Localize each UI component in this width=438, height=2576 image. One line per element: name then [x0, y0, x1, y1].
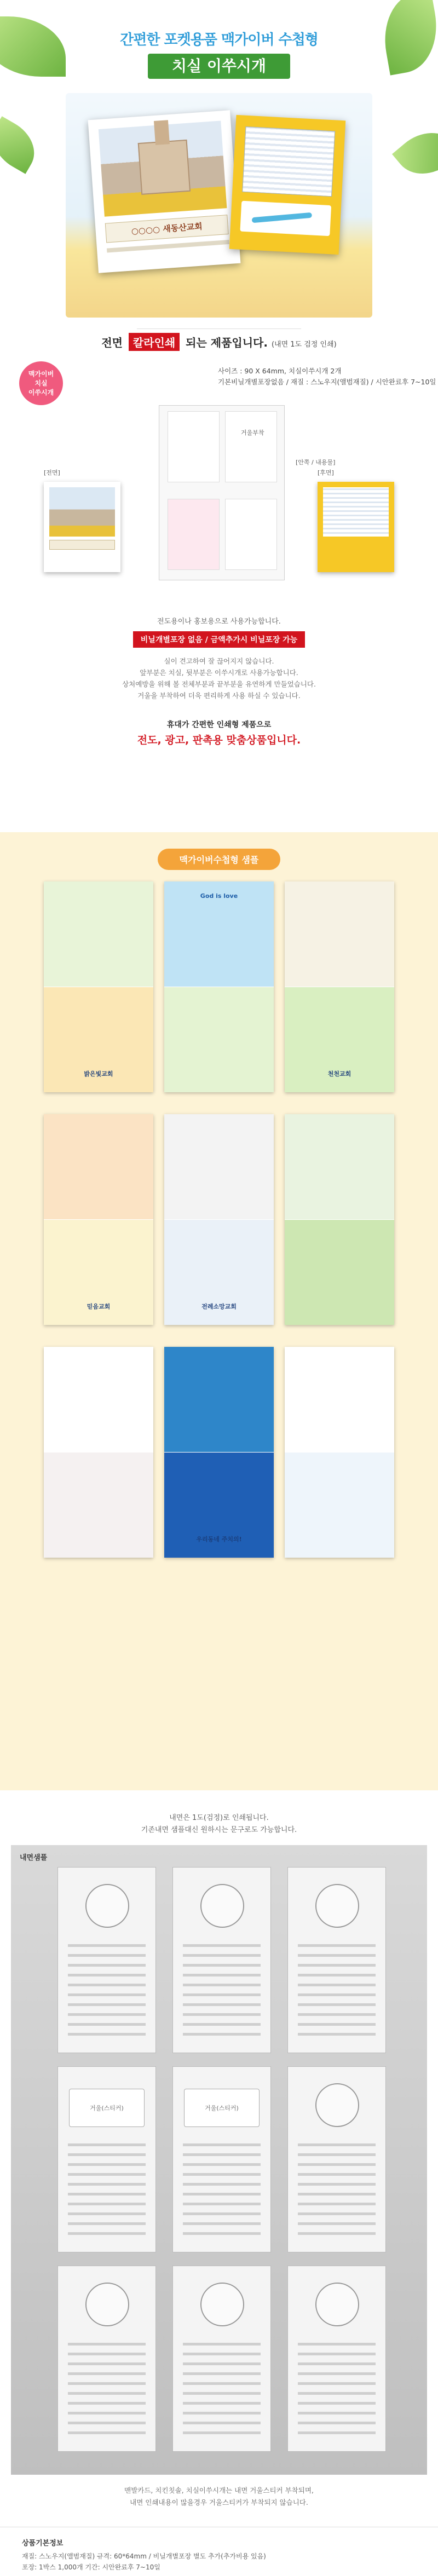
sample-front [164, 881, 274, 987]
illustration-icon [315, 2283, 359, 2326]
text-line [183, 1984, 261, 1986]
text-line [298, 2183, 376, 2186]
inner-sample-card [287, 2066, 386, 2252]
text-line [298, 2382, 376, 2385]
church-photo [99, 120, 227, 216]
mini-card-back [318, 482, 394, 572]
text-line [298, 2193, 376, 2195]
text-line [68, 2431, 146, 2434]
text-line [183, 2402, 261, 2405]
text-line [298, 2402, 376, 2405]
text-line [298, 2372, 376, 2375]
text-line [298, 2212, 376, 2215]
text-line [298, 1984, 376, 1986]
sample-front [285, 1114, 394, 1219]
desc-line: 상처예방을 위해 볼 전체부분과 끝부분을 유연하게 만들었습니다. [122, 680, 316, 688]
feature-text [0, 616, 438, 747]
text-line [183, 2232, 261, 2235]
text-line [298, 1993, 376, 1996]
mini-card-front [44, 482, 120, 572]
packaging-pill: 비닐개별포장 없음 / 금액추가시 비닐포장 가능 [133, 631, 305, 648]
front-label: 전면 [101, 336, 123, 349]
text-line [298, 2422, 376, 2424]
text-line [68, 2193, 146, 2195]
church-name-plate [49, 540, 115, 550]
hero-section [0, 0, 438, 832]
text-line [68, 1984, 146, 1986]
sample-back [285, 987, 394, 1092]
sample-back [44, 987, 153, 1092]
text-line [298, 2023, 376, 2026]
text-line [298, 2232, 376, 2235]
sample-back [285, 1220, 394, 1325]
product-info-title: 상품기본정보 [22, 2539, 64, 2548]
circle-line: 이쑤시개 [28, 389, 54, 396]
inner-samples-grid [57, 1867, 386, 2452]
inner-sample-card [57, 2066, 156, 2252]
text-line [68, 2353, 146, 2355]
sample-caption: 천천교회 [327, 1070, 351, 1077]
sample-card [285, 1347, 394, 1558]
sample-caption: God is love [200, 892, 238, 900]
text-line [68, 2232, 146, 2235]
text-line [183, 2422, 261, 2424]
page-title: 간편한 포켓용품 맥가이버 수첩형 [120, 32, 318, 48]
church-name-plate: ○○○○ 새동산교회 [105, 215, 229, 243]
desc-line: 앞부분은 치실, 뒷부분은 이쑤시개로 사용가능합니다. [140, 669, 298, 677]
text-line [183, 2143, 261, 2146]
illustration-icon [200, 2283, 244, 2326]
circle-line: 맥가이버 [28, 370, 54, 378]
desc-line: 거울을 부착하여 더욱 편리하게 사용 하실 수 있습니다. [137, 691, 301, 700]
inner-footer [0, 2485, 438, 2509]
sample-caption: 믿음교회 [87, 1303, 111, 1310]
text-line [183, 1974, 261, 1976]
sample-card [285, 1114, 394, 1325]
text-line [298, 2362, 376, 2365]
inside-label: [안쪽 / 내용물] [296, 459, 336, 466]
text-line [68, 1974, 146, 1976]
leaf-decoration [0, 116, 44, 174]
text-line [183, 1964, 261, 1967]
text-line [68, 1964, 146, 1967]
text-line [68, 2212, 146, 2215]
text-line [68, 2163, 146, 2166]
text-line [68, 2343, 146, 2346]
sample-back [164, 1453, 274, 1558]
product-circle-badge [19, 361, 63, 405]
text-line [68, 2222, 146, 2225]
text-line [183, 1954, 261, 1957]
sample-card [164, 881, 274, 1092]
product-card-back [229, 115, 346, 255]
text-line [298, 2003, 376, 2006]
inner-section [0, 1790, 438, 2527]
text-line [298, 1944, 376, 1947]
sample-card [164, 1347, 274, 1558]
sample-card [44, 1347, 153, 1558]
samples-grid [44, 881, 394, 1558]
sample-front [44, 1347, 153, 1452]
intro-line: 기존내면 샘플대신 원하시는 문구로도 가능합니다. [141, 1826, 297, 1834]
text-line [68, 1944, 146, 1947]
sticker-label: 거울부착 [241, 429, 264, 436]
spec-material: 기본비닐개별포장없음 / 재질 : 스노우지(앨범재질) / 시안완료후 7~10일 [218, 378, 436, 386]
text-line [298, 2163, 376, 2166]
text-line [68, 2412, 146, 2414]
text-line [68, 1993, 146, 1996]
opened-packet [159, 405, 285, 580]
text-line [68, 2023, 146, 2026]
text-line [183, 2173, 261, 2176]
product-card-front [88, 110, 241, 273]
inner-page [168, 411, 220, 482]
text-line [298, 1964, 376, 1967]
text-line [183, 2033, 261, 2036]
calendar-grid [242, 126, 335, 197]
text-line [68, 2033, 146, 2036]
product-info-line: 포장: 1박스 1,000개 기간: 시안완료후 7~10일 [22, 2563, 160, 2571]
illustration-icon [200, 1884, 244, 1928]
text-line [183, 2003, 261, 2006]
inner-samples-label: 내면샘플 [20, 1854, 48, 1862]
text-line [68, 2003, 146, 2006]
inner-intro [0, 1812, 438, 1836]
text-line [183, 2382, 261, 2385]
text-line [68, 2382, 146, 2385]
inner-samples-panel [11, 1845, 427, 2475]
sample-front [285, 1347, 394, 1452]
intro-line: 내면은 1도(검정)로 인쇄됩니다. [169, 1814, 269, 1822]
text-line [298, 2033, 376, 2036]
front-label: [전면] [44, 469, 60, 476]
text-line [68, 2372, 146, 2375]
text-line [68, 2013, 146, 2016]
sample-back [164, 987, 274, 1092]
product-diagram [33, 405, 405, 608]
footer-line: 내면 인쇄내용이 많을경우 거울스티커가 부착되지 않습니다. [130, 2498, 308, 2506]
inner-sample-card [172, 1867, 271, 2053]
illustration-icon [315, 2083, 359, 2127]
text-line [68, 2402, 146, 2405]
inner-print-note: (내면 1도 검정 인쇄) [271, 341, 337, 349]
text-line [298, 2412, 376, 2414]
usage-lead: 전도용이나 홍보용으로 사용가능합니다. [157, 618, 281, 626]
inner-page [168, 499, 220, 570]
text-line [107, 240, 229, 253]
sample-caption: 전례소망교회 [201, 1303, 237, 1310]
text-line [183, 1944, 261, 1947]
product-badge: 치실 이쑤시개 [148, 54, 290, 79]
text-line [68, 2143, 146, 2146]
text-line [183, 2222, 261, 2225]
text-line [298, 2222, 376, 2225]
text-line [183, 2372, 261, 2375]
front-label-suffix: 되는 제품입니다. [186, 336, 268, 349]
sample-back [44, 1220, 153, 1325]
color-print-badge: 칼라인쇄 [129, 333, 180, 351]
text-line [183, 2153, 261, 2156]
sample-caption: 우리동네 주치의! [196, 1536, 242, 1543]
text-line [183, 2163, 261, 2166]
illustration-icon [85, 1884, 129, 1928]
text-line [68, 2392, 146, 2395]
desc-line: 실이 견고하여 잘 끊어지지 않습니다. [164, 657, 274, 665]
text-line [68, 1954, 146, 1957]
sample-card [164, 1114, 274, 1325]
floss-pick-icon [240, 201, 331, 237]
illustration-icon [85, 2283, 129, 2326]
inner-sample-card [287, 1867, 386, 2053]
sample-front [164, 1114, 274, 1219]
inner-sample-card [287, 2266, 386, 2452]
text-line [183, 2392, 261, 2395]
inner-page [225, 411, 277, 482]
text-line [68, 2422, 146, 2424]
samples-section [0, 832, 438, 1790]
text-line [298, 2353, 376, 2355]
sample-caption: 밝은빛교회 [84, 1070, 113, 1077]
text-line [183, 2203, 261, 2205]
circle-line: 치실 [34, 379, 48, 387]
sample-back [44, 1453, 153, 1558]
sample-front [164, 1347, 274, 1452]
inner-sample-card [172, 2266, 271, 2452]
text-line [183, 1993, 261, 1996]
text-line [68, 2362, 146, 2365]
feature-desc [0, 655, 438, 701]
inner-sample-card [172, 2066, 271, 2252]
footer-line: 맨발카드, 치킨칫솔, 치실이쑤시개는 내면 거울스티커 부착되며, [124, 2486, 314, 2494]
sample-card [44, 1114, 153, 1325]
inner-sample-card [57, 1867, 156, 2053]
church-icon [138, 140, 191, 195]
text-line [183, 2362, 261, 2365]
sample-front [44, 1114, 153, 1219]
text-line [68, 2173, 146, 2176]
text-line [183, 2412, 261, 2414]
text-line [68, 2203, 146, 2205]
inner-page [225, 499, 277, 570]
product-info-line: 재질: 스노우지(앨범재질) 규격: 60*64mm / 비닐개별포장 별도 추가(추가비용 있음) [22, 2552, 266, 2560]
text-line [298, 2153, 376, 2156]
text-line [183, 2353, 261, 2355]
text-line [298, 2013, 376, 2016]
product-info [0, 2527, 438, 2576]
text-line [183, 2183, 261, 2186]
text-line [298, 1974, 376, 1976]
leaf-decoration [392, 119, 438, 188]
text-line [183, 2013, 261, 2016]
calendar-grid [323, 487, 389, 537]
text-line [298, 2392, 376, 2395]
promo-banner-highlight: 전도, 광고, 판촉용 맞춤상품입니다. [137, 734, 301, 746]
text-line [183, 2212, 261, 2215]
text-line [68, 2183, 146, 2186]
text-line [298, 2203, 376, 2205]
sample-card [44, 881, 153, 1092]
samples-heading [0, 849, 438, 870]
front-color-note [0, 333, 438, 351]
text-line [183, 2343, 261, 2346]
back-label: [후면] [318, 469, 334, 476]
promo-banner: 휴대가 간편한 인쇄형 제품으로 [166, 721, 272, 729]
text-line [183, 2193, 261, 2195]
text-line [183, 2023, 261, 2026]
sample-back [285, 1453, 394, 1558]
spec-list [218, 366, 436, 388]
spec-size: 사이즈 : 90 X 64mm, 치실이쑤시개 2개 [218, 367, 342, 375]
sample-front [285, 881, 394, 987]
samples-heading-label: 맥가이버수첩형 샘플 [158, 849, 281, 870]
sample-card [285, 881, 394, 1092]
text-line [298, 2173, 376, 2176]
mirror-sticker-placeholder: 거울(스티커) [69, 2089, 145, 2127]
illustration-icon [315, 1884, 359, 1928]
text-line [183, 2431, 261, 2434]
text-line [68, 2153, 146, 2156]
text-line [298, 1954, 376, 1957]
text-line [298, 2343, 376, 2346]
sample-back [164, 1220, 274, 1325]
inner-sample-card [57, 2266, 156, 2452]
text-line [298, 2431, 376, 2434]
mirror-sticker-placeholder: 거울(스티커) [184, 2089, 260, 2127]
text-line [298, 2143, 376, 2146]
sample-front [44, 881, 153, 987]
church-photo [49, 487, 115, 537]
